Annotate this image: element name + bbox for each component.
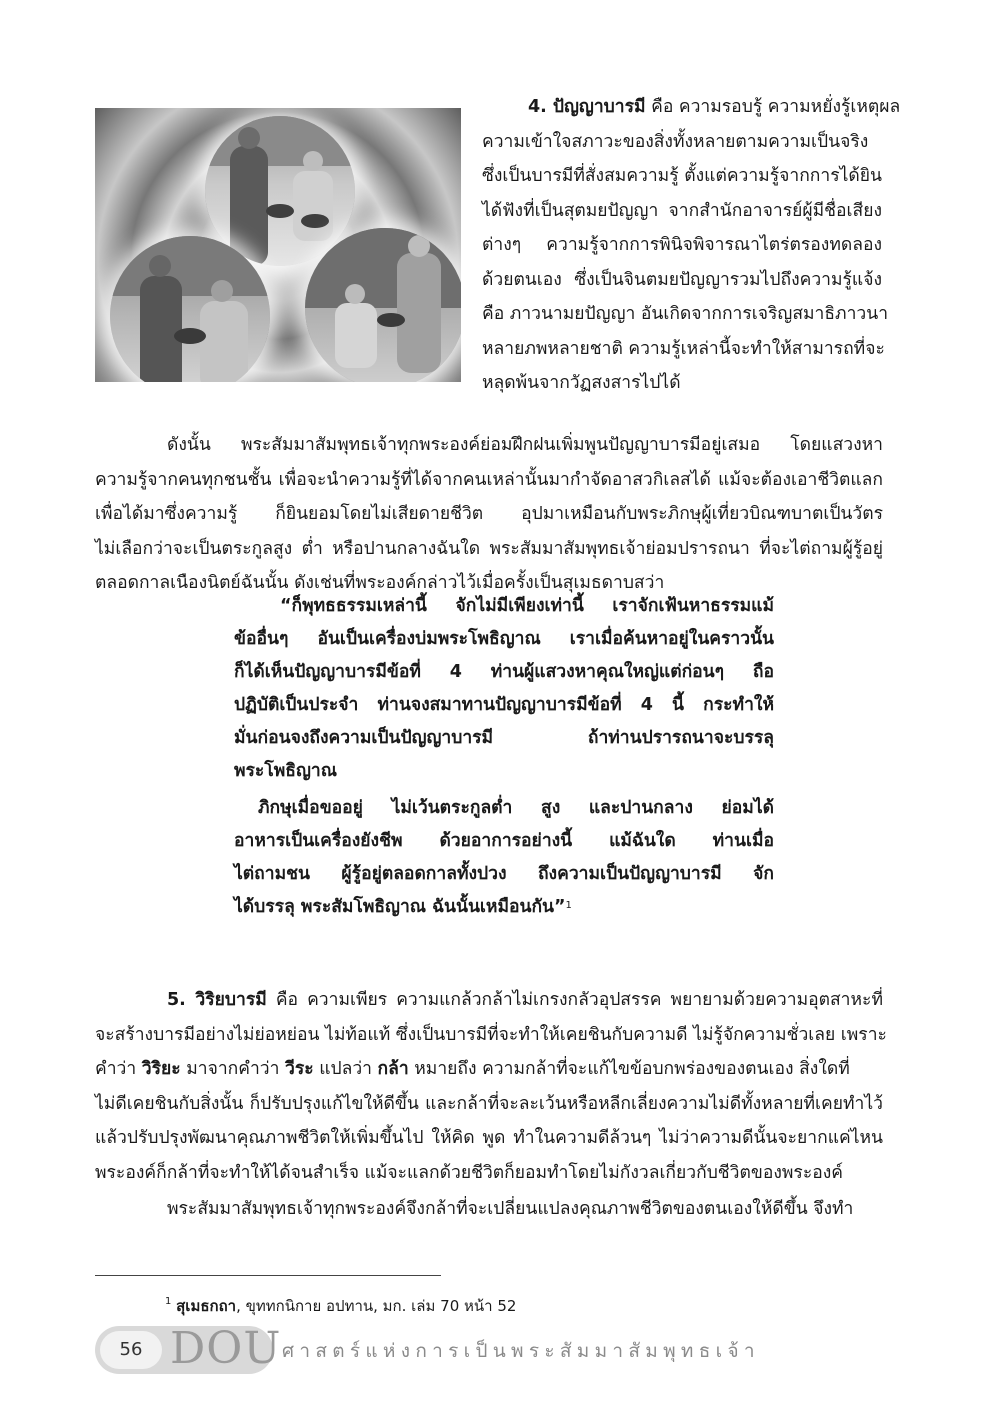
term-kla: กล้า bbox=[377, 1059, 409, 1079]
quote-line: พระโพธิญาณ bbox=[234, 761, 337, 781]
section-4-line: คือ ภาวนามยปัญญา อันเกิดจากการเจริญสมาธิภาวนา bbox=[482, 304, 889, 324]
section-4-line: ได้ฟังที่เป็นสุตมยปัญญา จากสำนักอาจารย์ผู้มีชื่อเสียง bbox=[482, 200, 882, 221]
section-5-line: จะสร้างบารมีอย่างไม่ย่อหย่อน ไม่ท้อแท้ ซึ่งเป็นบารมีที่จะทำให้เคยชินกับความดี ไม่รู้จักความชั่วเลย เพราะ bbox=[95, 1024, 887, 1045]
section-4-line: ด้วยตนเอง ซึ่งเป็นจินตมยปัญญารวมไปถึงความรู้แจ้ง bbox=[482, 269, 882, 290]
section-4-line: ซึ่งเป็นบารมีที่สั่งสมความรู้ ตั้งแต่ความรู้จากการได้ยิน bbox=[482, 166, 882, 186]
quote-line: ภิกษุเมื่อขออยู่ ไม่เว้นตระกูลต่ำ สูง และปานกลาง ย่อมได้ bbox=[258, 798, 774, 818]
text-span: คำว่า bbox=[95, 1059, 142, 1079]
section-4-first-line bbox=[482, 90, 901, 125]
section-5-first-line bbox=[95, 983, 883, 1018]
footnote-ref[interactable]: 1 bbox=[565, 900, 572, 911]
quote-line: อาหารเป็นเครื่องยังชีพ ด้วยอาการอย่างนี้ แม้ฉันใด ท่านเมื่อ bbox=[234, 831, 774, 851]
section-5-line: แล้วปรับปรุงพัฒนาคุณภาพชีวิตให้เพิ่มขึ้นไป ให้คิด พูด ทำในความดีล้วนๆ ไม่ว่าความดีนั้นจะยากแค่ไหน bbox=[95, 1128, 883, 1148]
section-4-lead: คือ ความรอบรู้ ความหยั่งรู้เหตุผล bbox=[645, 97, 901, 117]
footnote-number: 1 bbox=[165, 1296, 172, 1307]
page-number: 56 bbox=[100, 1331, 162, 1369]
paragraph-line: ไม่เลือกว่าจะเป็นตระกูลสูง ต่ำ หรือปานกลางฉันใด พระสัมมาสัมพุทธเจ้าย่อมปรารถนา ที่จะไต่ถามผู้รู้อยู่ bbox=[95, 538, 883, 559]
text-span: แปลว่า bbox=[313, 1059, 378, 1079]
quote-line: ปฏิบัติเป็นประจำ ท่านจงสมาทานปัญญาบารมีข้อที่ 4 นี้ กระทำให้ bbox=[234, 695, 774, 715]
quote-1 bbox=[234, 590, 774, 788]
quote-line: ก็ได้เห็นปัญญาบารมีข้อที่ 4 ท่านผู้แสวงหาคุณใหญ่แต่ก่อนๆ ถือ bbox=[234, 662, 774, 682]
section-4-line: หลายภพหลายชาติ ความรู้เหล่านี้จะทำให้สามารถที่จะ bbox=[482, 338, 885, 359]
quote-line: “ก็พุทธธรรมเหล่านี้ จักไม่มีเพียงเท่านี้ เราจักเฟ้นหาธรรมแม้ bbox=[280, 596, 774, 616]
footnote bbox=[165, 1291, 516, 1321]
quote-text: ได้บรรลุ พระสัมโพธิญาณ ฉันนั้นเหมือนกัน” bbox=[234, 897, 566, 917]
section-4-heading: 4. ปัญญาบารมี bbox=[528, 97, 646, 117]
scene-teacher-icon bbox=[305, 228, 461, 382]
paragraph-line: ดังนั้น พระสัมมาสัมพุทธเจ้าทุกพระองค์ย่อมฝึกฝนเพิ่มพูนปัญญาบารมีอยู่เสมอ โดยแสวงหา bbox=[167, 435, 883, 455]
section-4 bbox=[482, 90, 901, 401]
footnote-citation: , ขุททกนิกาย อปทาน, มก. เล่ม 70 หน้า 52 bbox=[236, 1297, 517, 1315]
quote-line: มั่นก่อนจงถึงความเป็นปัญญาบารมี ถ้าท่านปรารถนาจะบรรลุ bbox=[234, 728, 774, 748]
quote-line: ข้ออื่นๆ อันเป็นเครื่องบ่มพระโพธิญาณ เราเมื่อค้นหาอยู่ในคราวนั้น bbox=[234, 629, 774, 649]
dharma-illustration bbox=[95, 108, 461, 382]
dou-logo: DOU bbox=[170, 1323, 282, 1374]
scene-alms-round-icon bbox=[110, 236, 270, 382]
footnote-source: สุเมธกถา bbox=[176, 1297, 237, 1315]
section-4-line: หลุดพ้นจากวัฏสงสารไปได้ bbox=[482, 373, 681, 393]
section-4-line: ความเข้าใจสภาวะของสิ่งทั้งหลายตามความเป็นจริง bbox=[482, 131, 869, 152]
paragraph-last: พระสัมมาสัมพุทธเจ้าทุกพระองค์จึงกล้าที่จะเปลี่ยนแปลงคุณภาพชีวิตของตนเองให้ดีขึ้น จึงทำ bbox=[167, 1199, 854, 1219]
quote-2 bbox=[234, 792, 774, 924]
section-5-line-3 bbox=[95, 1052, 883, 1087]
footnote-rule bbox=[95, 1275, 441, 1276]
section-5-text: คือ ความเพียร ความแกล้วกล้าไม่เกรงกลัวอุปสรรค พยายามด้วยความอุตสาหะที่ bbox=[266, 990, 883, 1010]
term-vira: วีระ bbox=[285, 1059, 314, 1079]
term-viriya: วิริยะ bbox=[141, 1059, 181, 1079]
quote-last-line bbox=[234, 891, 774, 924]
section-4-line: ต่างๆ ความรู้จากการพินิจพิจารณาไตร่ตรองทดลอง bbox=[482, 235, 882, 255]
book-title: ศาสตร์แห่งการเป็นพระสัมมาสัมพุทธเจ้า bbox=[282, 1340, 760, 1362]
text-span: หมายถึง ความกล้าที่จะแก้ไขข้อบกพร่องของตนเอง สิ่งใดที่ bbox=[408, 1059, 850, 1079]
scene-monk-offering-icon bbox=[205, 116, 355, 266]
section-5-line: พระองค์ก็กล้าที่จะทำให้ได้จนสำเร็จ แม้จะแลกด้วยชีวิตก็ยอมทำโดยไม่กังวลเกี่ยวกับชีวิตของพระองค์ bbox=[95, 1162, 843, 1183]
text-span: มาจากคำว่า bbox=[180, 1059, 285, 1079]
paragraph-line: ความรู้จากคนทุกชนชั้น เพื่อจะนำความรู้ที่ได้จากคนเหล่านั้นมากำจัดอาสวกิเลสได้ แม้จะต้องเอาชีวิตแลก bbox=[95, 469, 883, 490]
section-5-heading: 5. วิริยบารมี bbox=[167, 990, 267, 1010]
paragraph-line: เพื่อได้มาซึ่งความรู้ ก็ยินยอมโดยไม่เสียดายชีวิต อุปมาเหมือนกับพระภิกษุผู้เที่ยวบิณฑบาตเป็นวัตร bbox=[95, 504, 883, 524]
section-5-line: ไม่ดีเคยชินกับสิ่งนั้น ก็ปรับปรุงแก้ไขให้ดีขึ้น และกล้าที่จะละเว้นหรือหลีกเลี่ยงความไม่ดีทั้งหลายที่เคยทำไว้ bbox=[95, 1093, 883, 1114]
section-5 bbox=[95, 983, 887, 1190]
paragraph-1 bbox=[95, 428, 883, 601]
paragraph-line: ตลอดกาลเนืองนิตย์ฉันนั้น ดังเช่นที่พระองค์กล่าวไว้เมื่อครั้งเป็นสุเมธดาบสว่า bbox=[95, 573, 665, 593]
quote-line: ไต่ถามชน ผู้รู้อยู่ตลอดกาลทั้งปวง ถึงความเป็นปัญญาบารมี จัก bbox=[234, 864, 774, 884]
